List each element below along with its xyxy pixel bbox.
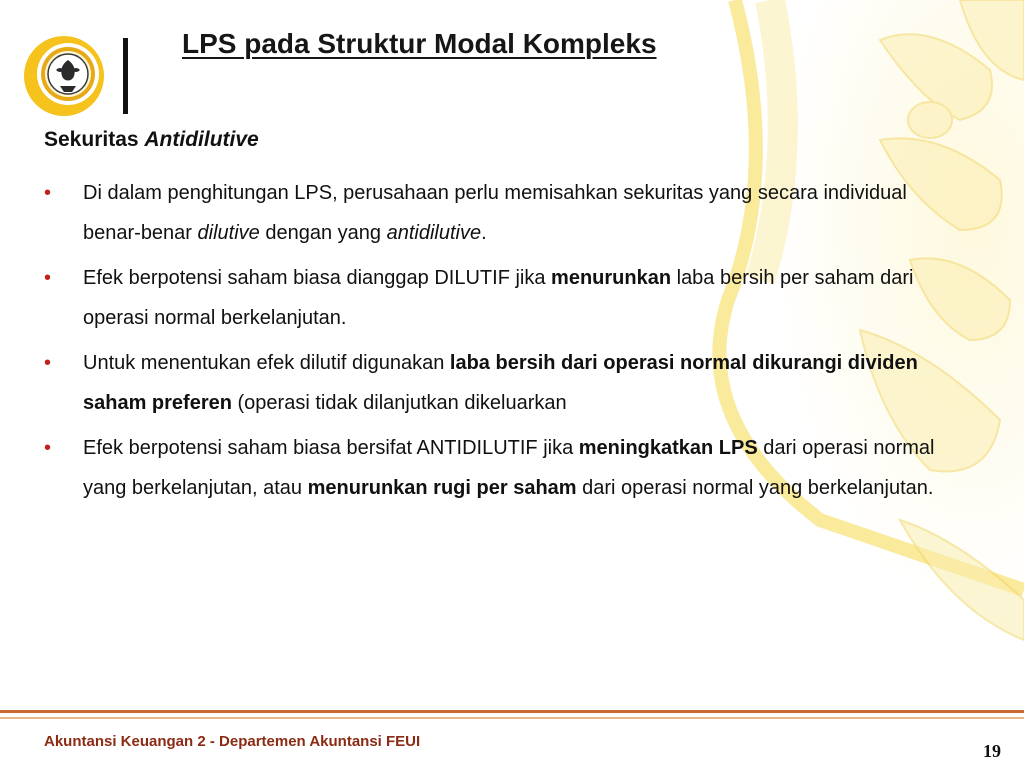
bullet-text-segment: menurunkan rugi per saham <box>307 477 577 499</box>
bullet-text-segment: meningkatkan LPS <box>578 437 758 459</box>
bullet-text-segment: laba bersih dari operasi normal dikurangi dividen saham preferen <box>83 352 918 414</box>
bullet-text-segment: dari operasi normal yang berkelanjutan. <box>576 477 934 499</box>
bullet-dot-icon: • <box>44 352 52 374</box>
bullet-item <box>44 428 944 508</box>
title-divider-bar <box>123 38 128 114</box>
bullet-text-segment: Untuk menentukan efek dilutif digunakan <box>83 352 450 374</box>
bullet-item <box>44 258 944 338</box>
bullet-text-segment: menurunkan <box>551 267 672 289</box>
section-heading-prefix: Sekuritas <box>44 128 145 151</box>
bullet-text-segment: (operasi tidak dilanjutkan dikeluarkan <box>231 392 567 414</box>
university-emblem-logo <box>22 34 106 118</box>
bullet-dot-icon: • <box>44 182 52 204</box>
bullet-list <box>44 173 944 513</box>
section-heading-emphasis: Antidilutive <box>144 128 259 151</box>
bullet-dot-icon: • <box>44 437 52 459</box>
bullet-text-segment: dengan yang <box>259 222 387 244</box>
page-number: 19 <box>983 741 1001 761</box>
bullet-text-segment: . <box>481 222 487 244</box>
slide-title: LPS pada Struktur Modal Kompleks <box>182 28 657 59</box>
bullet-text-segment: dilutive <box>197 222 260 244</box>
bullet-text-segment: antidilutive <box>386 222 482 244</box>
bullet-text-segment: Efek berpotensi saham biasa bersifat ANTIDILUTIF jika <box>83 437 579 459</box>
section-heading <box>44 128 259 152</box>
bullet-text-segment: laba bersih per saham dari operasi normal berkelanjutan. <box>83 267 914 329</box>
bullet-item <box>44 343 944 423</box>
bullet-text-segment: dari operasi normal yang berkelanjutan, atau <box>83 437 935 499</box>
bullet-text-segment: Di dalam penghitungan LPS, perusahaan perlu memisahkan sekuritas yang secara individual benar-benar <box>83 182 907 244</box>
footer-rule-thin <box>0 717 1024 719</box>
bullet-item <box>44 173 944 253</box>
footer-text: Akuntansi Keuangan 2 - Departemen Akuntansi FEUI <box>44 733 421 750</box>
footer-rule <box>0 710 1024 713</box>
bullet-dot-icon: • <box>44 267 52 289</box>
bullet-text-segment: Efek berpotensi saham biasa dianggap DILUTIF jika <box>83 267 552 289</box>
